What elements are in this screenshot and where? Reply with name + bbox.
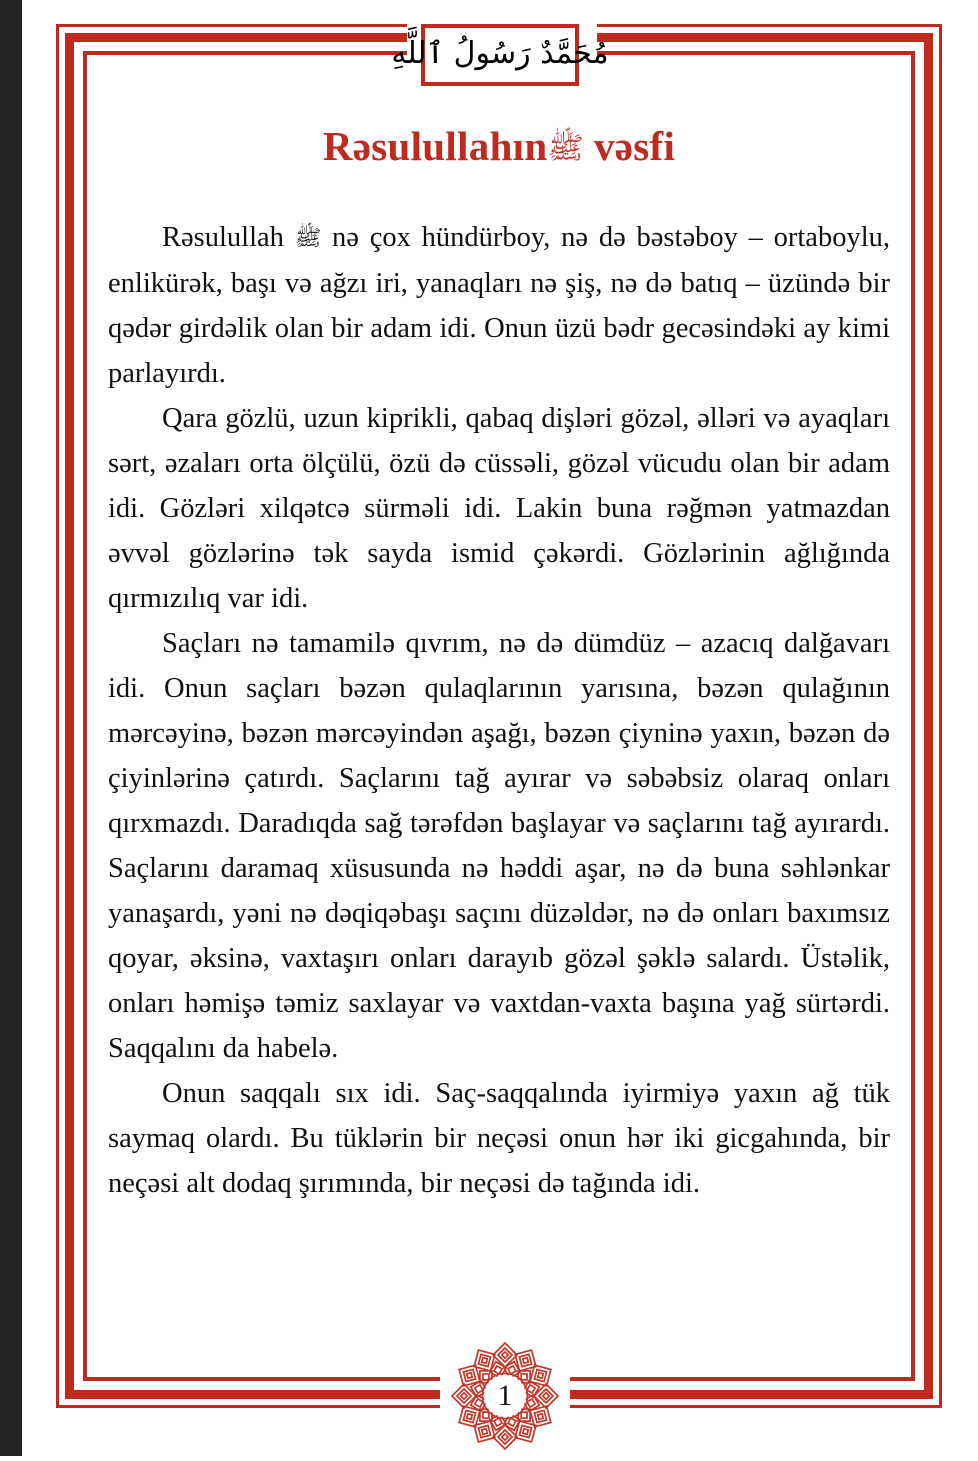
paragraph-3: Saçları nə tamamilə qıvrım, nə də dümdüz – azacıq dalğavarı idi. Onun saçları bəzən qulaqlarının yarısına, bəzən qulağının mərcəyinə, bəzən mərcəyindən aşağı, bəzən çiyninə yaxın, bəzən də çiyinlərinə çatırdı. Saçlarını tağ ayırar və səbəbsiz olaraq onları qırxmazdı. Daradıqda sağ tərəfdən başlayar və saçlarını tağ ayırardı. Saçlarını daramaq xüsusunda nə həddi aşar, nə də buna səhlənkar yanaşardı, yəni nə dəqiqəbaşı saçını düzəldər, nə də onları baxımsız qoyar, əksinə, vaxtaşırı onları darayıb gözəl şəklə salardı. Üstəlik, onları həmişə təmiz saxlayar və vaxtdan-vaxta başına yağ sürtərdi. Saqqalını da habelə. xyxy=(108,628,890,1064)
sallallahu-alayhi-wasallam-icon: ﷺ xyxy=(294,226,322,251)
viewer-gutter xyxy=(0,0,22,1456)
paragraph-1 xyxy=(108,215,890,396)
header-calligraphy-cartouche xyxy=(391,24,609,86)
page-title-before: Rəsulullahın xyxy=(322,123,548,169)
page-title xyxy=(108,122,890,173)
paragraph-4: Onun saqqalı sıx idi. Saç-saqqalında iyirmiyə yaxın ağ tük saymaq olardı. Bu tüklərin bir neçəsi onun hər iki gicgahında, bir neçəsi alt dodaq şırımında, bir neçəsi də tağında idi. xyxy=(108,1078,890,1199)
page-title-after: vəsfi xyxy=(593,123,676,169)
paragraph-2: Qara gözlü, uzun kiprikli, qabaq dişləri gözəl, əlləri və ayaqları sərt, əzaları orta ölçülü, özü də cüssəli, gözəl vücudu olan bir adam idi. Gözləri xilqətcə sürməli idi. Lakin buna rəğmən yatmazdan əvvəl gözlərinə tək sayda ismid çəkərdi. Gözlərinin ağlığında qırmızılıq var idi. xyxy=(108,403,890,614)
page-footer xyxy=(22,1340,978,1456)
paragraph-1-rest: nə çox hündürboy, nə də bəstəboy – ortaboylu, enlikürək, başı və ağzı iri, yanaqları nə şiş, nə də batıq – üzündə bir qədər girdəlik olan bir adam idi. Onun üzü bədr gecəsindəki ay kimi parlayırdı. xyxy=(108,222,890,389)
muhammad-rasulullah-calligraphy: مُحَمَّدٌ رَسُولُ ٱللَّهِ xyxy=(391,36,609,71)
sallallahu-alayhi-wasallam-icon: ﷺ xyxy=(547,131,584,166)
document-page xyxy=(22,0,978,1456)
footer-rosette-ornament xyxy=(440,1340,570,1456)
page-number: 1 xyxy=(497,1379,513,1412)
paragraph-1-lead: Rəsulullah xyxy=(162,222,284,253)
page-content xyxy=(108,100,890,1206)
